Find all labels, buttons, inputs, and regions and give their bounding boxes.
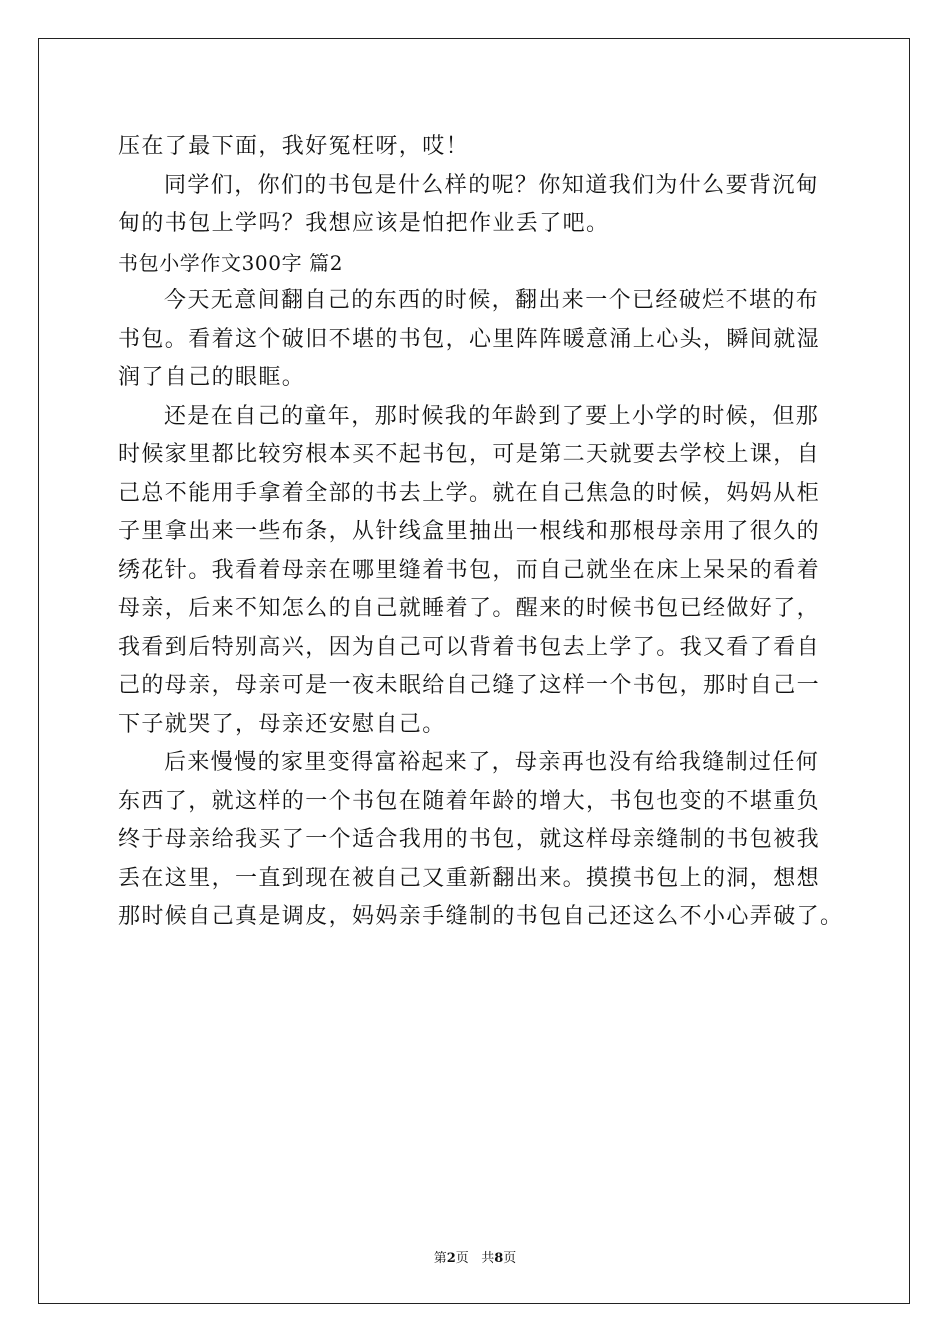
section-heading: 书包小学作文300字 篇2 (118, 250, 344, 275)
total-suffix: 页 (503, 1251, 517, 1266)
text-line-18: 东西了，就这样的一个书包在随着年龄的增大，书包也变的不堪重负 (118, 788, 821, 814)
text-line-21: 那时候自己真是调皮，妈妈亲手缝制的书包自己还这么不小心弄破了。 (118, 904, 844, 929)
text-line-17: 后来慢慢的家里变得富裕起来了，母亲再也没有给我缝制过任何 (164, 750, 820, 775)
text-line-16: 下子就哭了，母亲还安慰自己。 (118, 711, 446, 737)
document-body (118, 128, 844, 937)
text-line-14: 我看到后特别高兴，因为自己可以背着书包去上学了。我又看了看自 (118, 634, 821, 660)
page-number: 2 (446, 1251, 456, 1266)
total-prefix: 共 (481, 1251, 495, 1266)
page-suffix: 页 (455, 1251, 469, 1266)
page-footer (0, 1247, 950, 1266)
text-line-2: 同学们，你们的书包是什么样的呢？你知道我们为什么要背沉甸 (164, 172, 820, 198)
text-line-10: 己总不能用手拿着全部的书去上学。就在自己焦急的时候，妈妈从柜 (118, 480, 821, 506)
total-pages: 8 (494, 1251, 504, 1266)
text-line-11: 子里拿出来一些布条，从针线盒里抽出一根线和那根母亲用了很久的 (118, 519, 821, 544)
text-line-13: 母亲，后来不知怎么的自己就睡着了。醒来的时候书包已经做好了， (118, 596, 821, 621)
text-line-8: 还是在自己的童年，那时候我的年龄到了要上小学的时候，但那 (164, 403, 820, 429)
text-line-3: 甸的书包上学吗？我想应该是怕把作业丢了吧。 (118, 211, 610, 236)
text-line-15: 己的母亲，母亲可是一夜未眠给自己缝了这样一个书包，那时自己一 (118, 673, 821, 698)
text-line-7: 润了自己的眼眶。 (118, 365, 306, 390)
text-line-6: 书包。看着这个破旧不堪的书包，心里阵阵暖意涌上心头，瞬间就湿 (118, 326, 821, 352)
text-line-19: 终于母亲给我买了一个适合我用的书包，就这样母亲缝制的书包被我 (118, 827, 821, 852)
text-line-9: 时候家里都比较穷根本买不起书包，可是第二天就要去学校上课，自 (118, 442, 821, 467)
page-prefix: 第 (433, 1251, 447, 1266)
text-line-1: 压在了最下面，我好冤枉呀，哎！ (118, 134, 470, 159)
text-line-12: 绣花针。我看着母亲在哪里缝着书包，而自己就坐在床上呆呆的看着 (118, 557, 821, 583)
text-line-5: 今天无意间翻自己的东西的时候，翻出来一个已经破烂不堪的布 (164, 288, 820, 313)
text-line-20: 丢在这里，一直到现在被自己又重新翻出来。摸摸书包上的洞，想想 (118, 865, 821, 891)
